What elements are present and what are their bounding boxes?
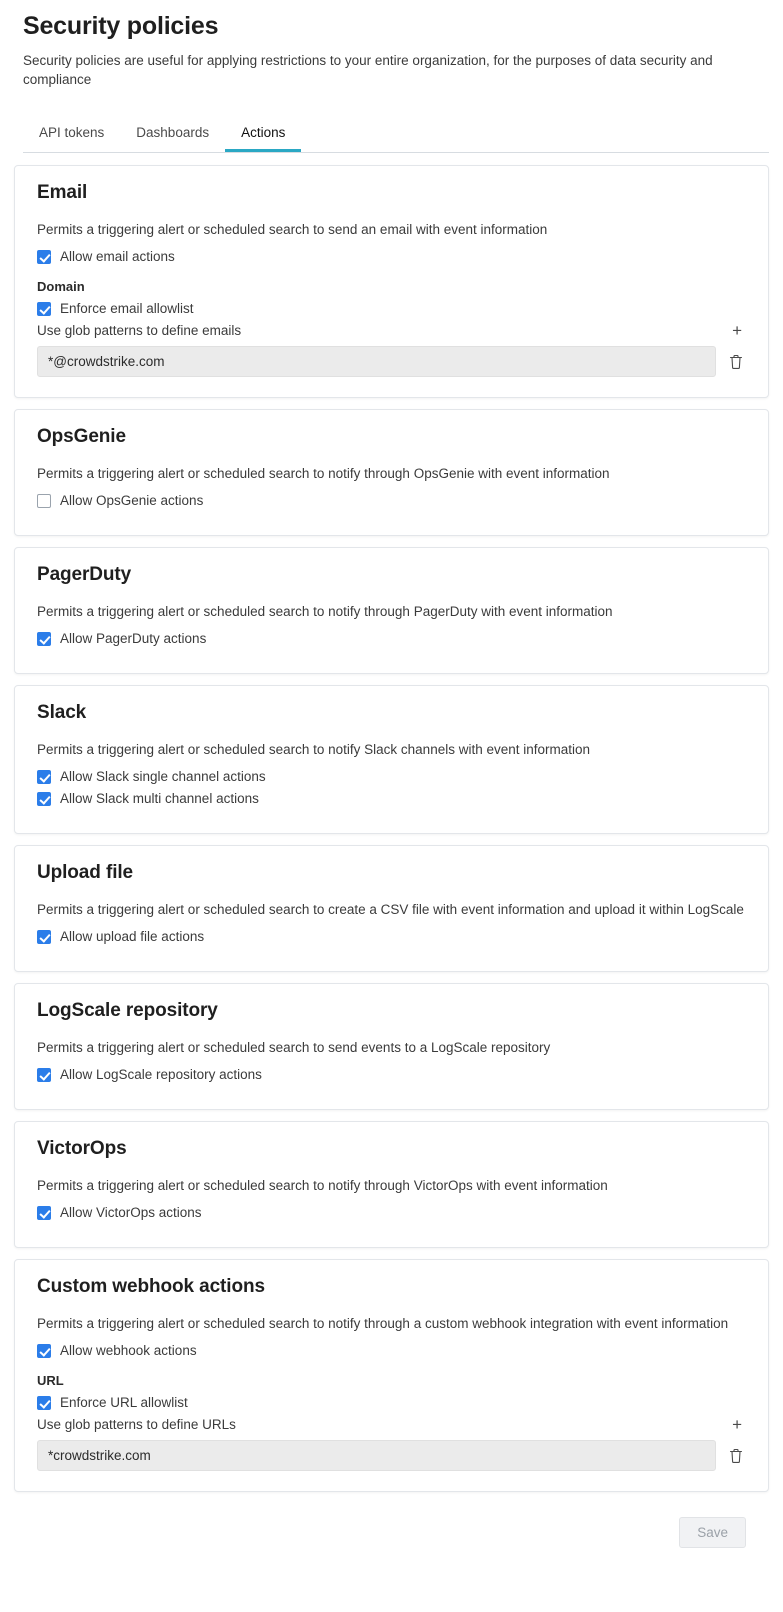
card-description-slack: Permits a triggering alert or scheduled search to notify Slack channels with event information (37, 742, 591, 757)
allow-slack-single-channel-label: Allow Slack single channel actions (60, 769, 266, 784)
card-email (14, 165, 769, 398)
card-description-victorops: Permits a triggering alert or scheduled search to notify through VictorOps with event information (37, 1178, 608, 1193)
card-description-logscale-repository: Permits a triggering alert or scheduled search to send events to a LogScale repository (37, 1040, 551, 1055)
allow-webhook-actions-checkbox[interactable] (37, 1344, 51, 1358)
allow-pagerduty-actions-label: Allow PagerDuty actions (60, 631, 207, 646)
card-victorops (14, 1121, 769, 1248)
enforce-url-allowlist-label: Enforce URL allowlist (60, 1395, 188, 1410)
enforce-email-allowlist-checkbox[interactable] (37, 302, 51, 316)
tab-api-tokens[interactable]: API tokens (39, 125, 105, 140)
card-custom-webhook (14, 1259, 769, 1492)
page-title: Security policies (23, 12, 219, 40)
card-title-slack: Slack (37, 702, 87, 723)
tab-bar (23, 119, 769, 153)
allow-pagerduty-actions-checkbox[interactable] (37, 632, 51, 646)
card-pagerduty (14, 547, 769, 674)
card-title-logscale-repository: LogScale repository (37, 1000, 218, 1021)
allow-email-actions-checkbox[interactable] (37, 250, 51, 264)
allow-slack-multi-channel-row[interactable] (37, 791, 746, 807)
email-glob-hint-row (37, 320, 746, 340)
add-url-pattern-icon[interactable]: + (732, 1414, 742, 1434)
card-opsgenie (14, 409, 769, 536)
url-glob-hint-row (37, 1414, 746, 1434)
card-title-victorops: VictorOps (37, 1138, 127, 1159)
allow-webhook-actions-row[interactable] (37, 1343, 746, 1359)
allow-logscale-repository-actions-label: Allow LogScale repository actions (60, 1067, 262, 1082)
allow-upload-file-actions-checkbox[interactable] (37, 930, 51, 944)
webhook-url-label: URL (37, 1373, 64, 1388)
policy-cards (14, 165, 769, 1492)
card-description-opsgenie: Permits a triggering alert or scheduled search to notify through OpsGenie with event information (37, 466, 610, 481)
allow-victorops-actions-label: Allow VictorOps actions (60, 1205, 202, 1220)
allow-victorops-actions-checkbox[interactable] (37, 1206, 51, 1220)
allow-slack-multi-channel-checkbox[interactable] (37, 792, 51, 806)
card-title-email: Email (37, 182, 88, 203)
card-logscale-repository (14, 983, 769, 1110)
security-policies-page (0, 12, 783, 1564)
enforce-email-allowlist-row[interactable] (37, 301, 746, 317)
allow-slack-single-channel-row[interactable] (37, 769, 746, 785)
allow-victorops-actions-row[interactable] (37, 1205, 746, 1221)
url-pattern-row (37, 1440, 746, 1471)
allow-email-actions-row[interactable] (37, 249, 746, 265)
card-title-upload-file: Upload file (37, 862, 134, 883)
allow-opsgenie-actions-row[interactable] (37, 493, 746, 509)
email-pattern-input[interactable] (37, 346, 716, 377)
card-upload-file (14, 845, 769, 972)
card-description-custom-webhook: Permits a triggering alert or scheduled search to notify through a custom webhook integration with event information (37, 1316, 729, 1331)
allow-pagerduty-actions-row[interactable] (37, 631, 746, 647)
enforce-url-allowlist-row[interactable] (37, 1395, 746, 1411)
allow-logscale-repository-actions-row[interactable] (37, 1067, 746, 1083)
tab-dashboards[interactable]: Dashboards (136, 125, 210, 140)
email-domain-label: Domain (37, 279, 85, 294)
page-description: Security policies are useful for applying restrictions to your entire organization, for the purposes of data security and compliance (23, 53, 713, 87)
card-description-upload-file: Permits a triggering alert or scheduled search to create a CSV file with event information and upload it within LogScale (37, 902, 744, 917)
card-description-email: Permits a triggering alert or scheduled search to send an email with event information (37, 222, 548, 237)
card-description-pagerduty: Permits a triggering alert or scheduled search to notify through PagerDuty with event information (37, 604, 613, 619)
url-pattern-input[interactable] (37, 1440, 716, 1471)
add-email-pattern-icon[interactable]: + (732, 320, 742, 340)
allow-slack-single-channel-checkbox[interactable] (37, 770, 51, 784)
allow-webhook-actions-label: Allow webhook actions (60, 1343, 197, 1358)
allow-upload-file-actions-label: Allow upload file actions (60, 929, 205, 944)
card-title-pagerduty: PagerDuty (37, 564, 132, 585)
allow-upload-file-actions-row[interactable] (37, 929, 746, 945)
enforce-email-allowlist-label: Enforce email allowlist (60, 301, 194, 316)
allow-logscale-repository-actions-checkbox[interactable] (37, 1068, 51, 1082)
enforce-url-allowlist-checkbox[interactable] (37, 1396, 51, 1410)
allow-opsgenie-actions-checkbox[interactable] (37, 494, 51, 508)
url-glob-hint: Use glob patterns to define URLs (37, 1417, 236, 1432)
email-glob-hint: Use glob patterns to define emails (37, 323, 242, 338)
card-title-opsgenie: OpsGenie (37, 426, 126, 447)
allow-slack-multi-channel-label: Allow Slack multi channel actions (60, 791, 259, 806)
allow-email-actions-label: Allow email actions (60, 249, 175, 264)
delete-url-pattern-icon[interactable] (726, 1445, 746, 1467)
allow-opsgenie-actions-label: Allow OpsGenie actions (60, 493, 204, 508)
footer-actions (14, 1503, 769, 1564)
save-button[interactable]: Save (679, 1517, 746, 1548)
email-pattern-row (37, 346, 746, 377)
card-title-custom-webhook: Custom webhook actions (37, 1276, 265, 1297)
delete-email-pattern-icon[interactable] (726, 351, 746, 373)
card-slack (14, 685, 769, 834)
tab-actions[interactable]: Actions (225, 119, 301, 152)
